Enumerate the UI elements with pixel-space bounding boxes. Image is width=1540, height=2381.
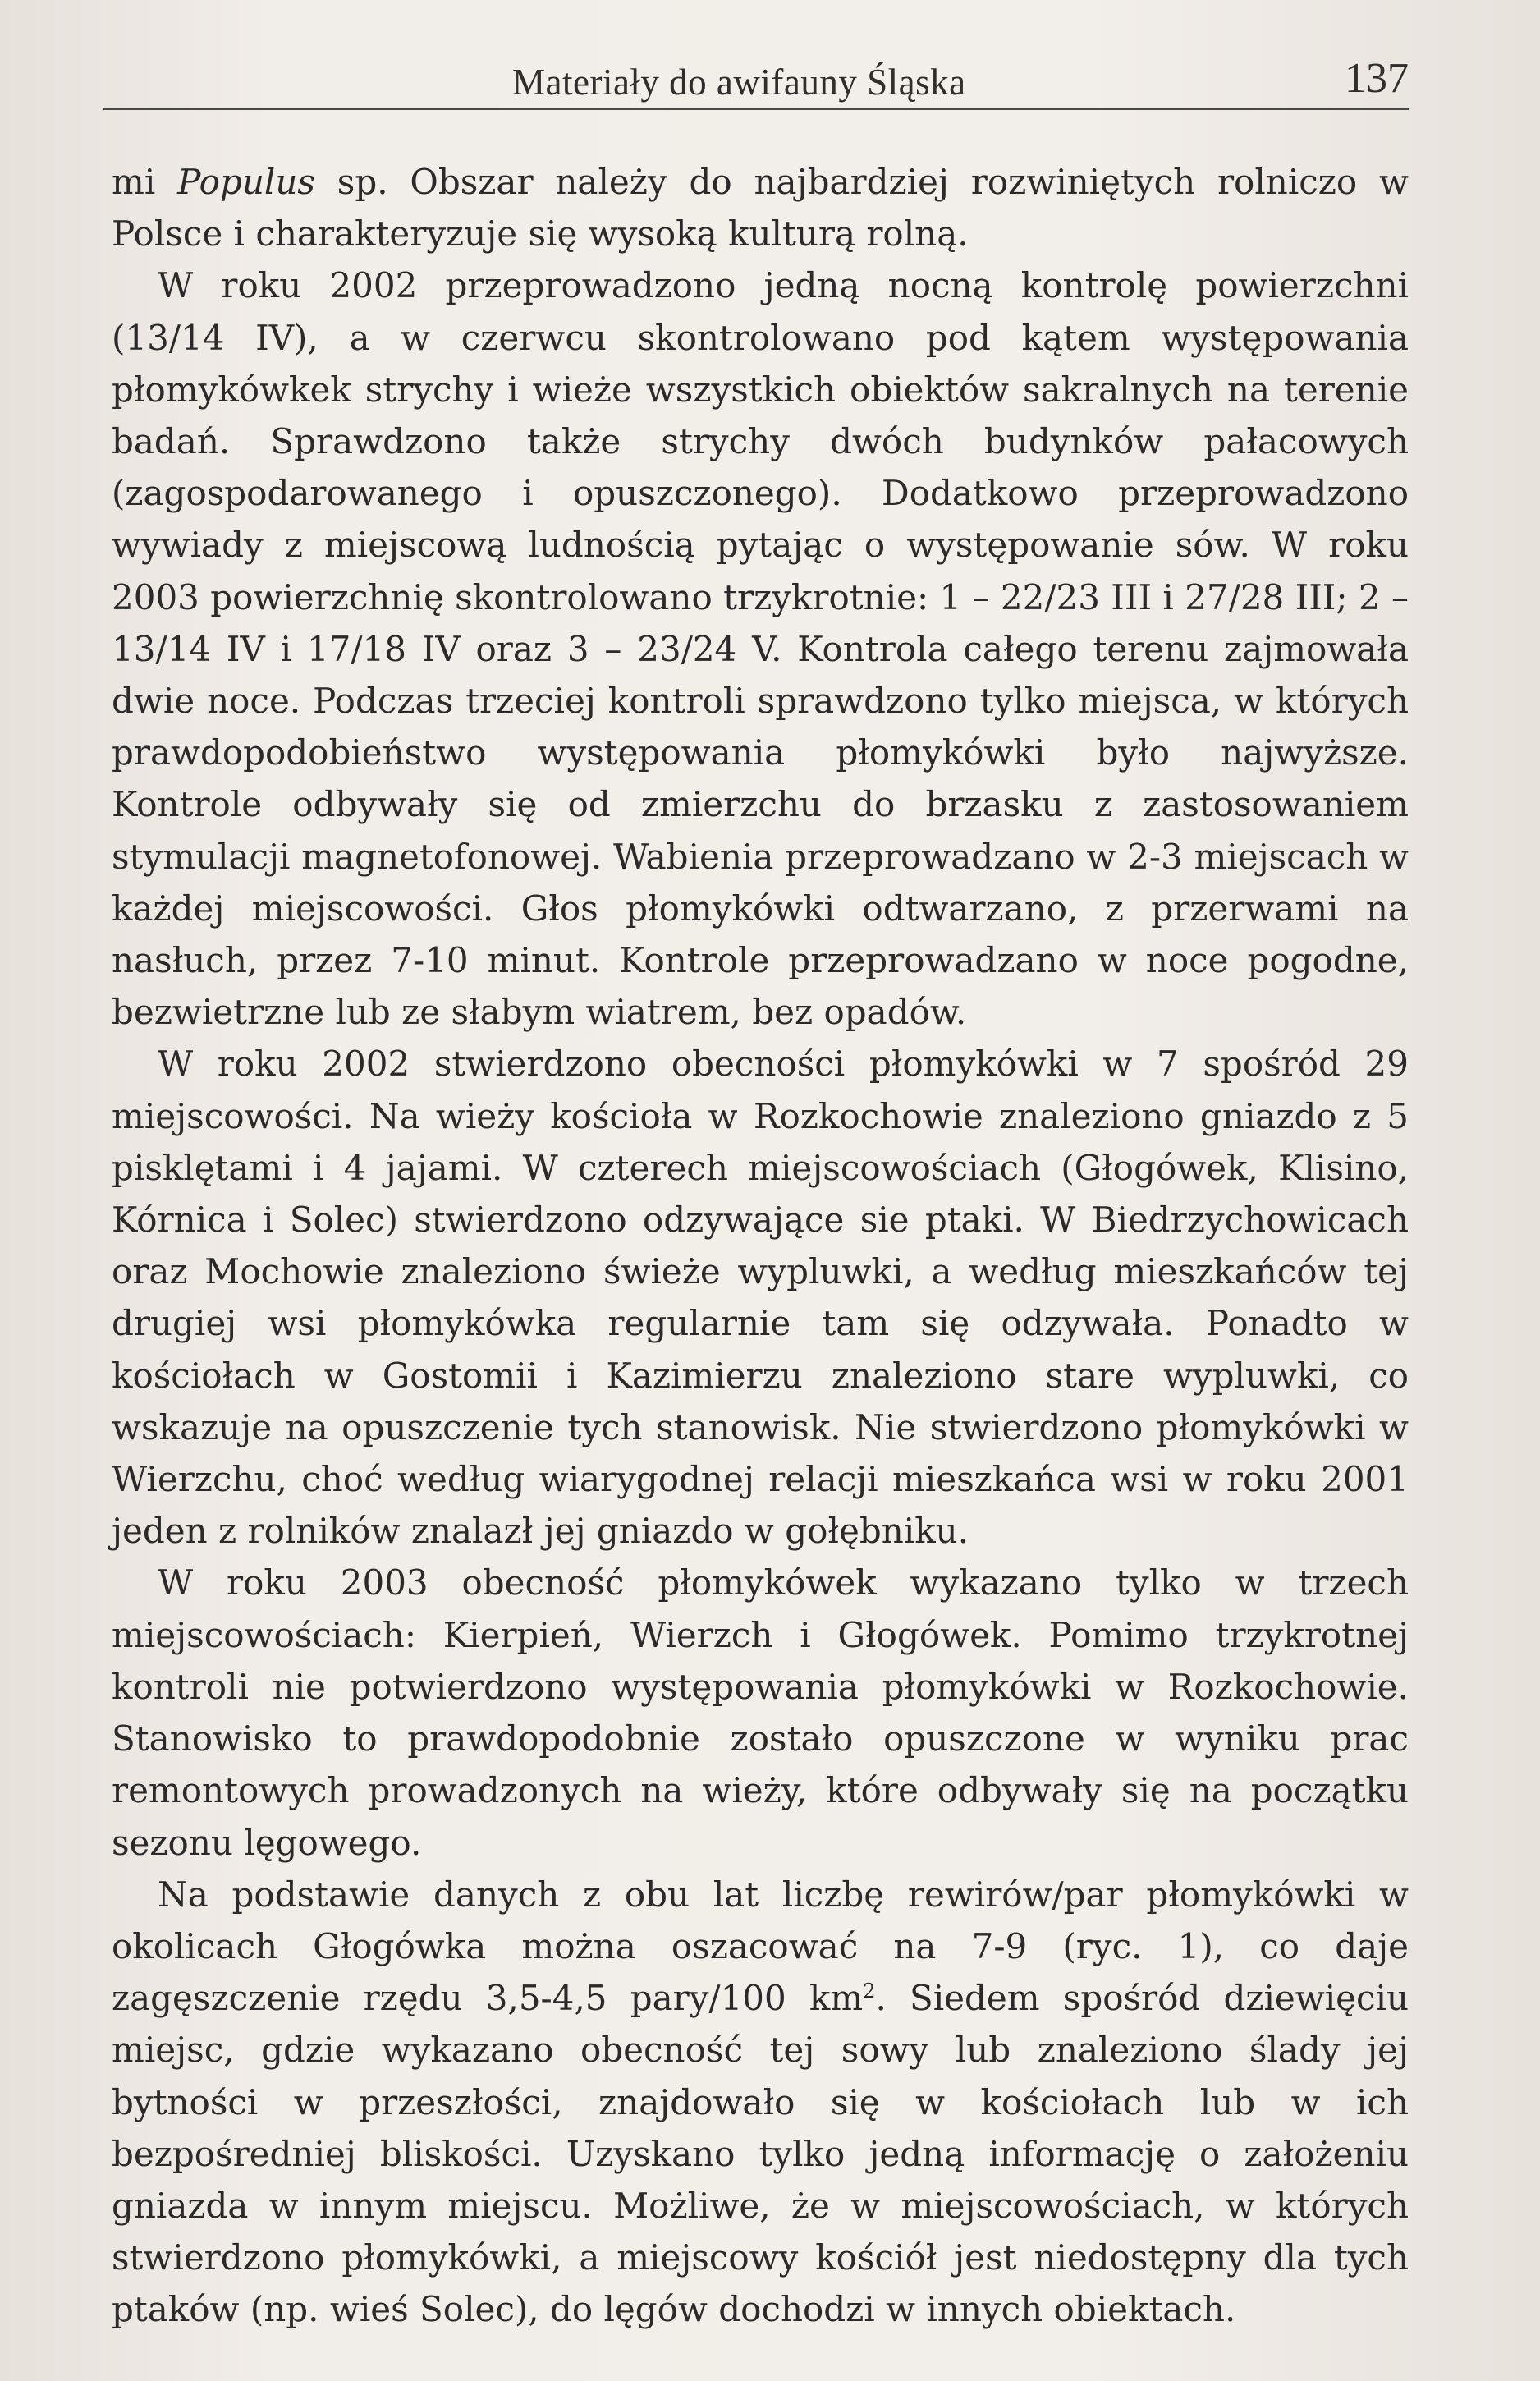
paragraph-5-lead: Na podstawie danych z obu lat liczbę rewirów/par płomykówki w okolicach Głogówka można oszacować na 7-9 (ryc. 1), co daje zagęszczenie rzędu 3,5-4,5 pary/100 km xyxy=(112,1874,1409,2019)
running-header xyxy=(103,49,1409,110)
paragraph-1-italic-genus: Populus xyxy=(177,162,315,202)
paragraph-5-text: . Siedem spośród dziewięciu miejsc, gdzie wykazano obecność tej sowy lub znaleziono ślady jej bytności w przeszłości, znajdowało się w kościołach lub w ich bezpośredniej bliskości. Uzyskano tylko jedną informację o założeniu gniazda w innym miejscu. Możliwe, że w miejscowościach, w których stwierdzono płomykówki, a miejscowy kościół jest niedostępny dla tych ptaków (np. wieś Solec), do lęgów dochodzi w innych obiektach. xyxy=(112,1978,1409,2330)
paragraph-2: W roku 2002 przeprowadzono jedną nocną kontrolę powierzchni (13/14 IV), a w czerwcu skontrolowano pod kątem występowania płomykówkek strychy i wieże wszystkich obiektów sakralnych na terenie badań. Sprawdzono także strychy dwóch budynków pałacowych (zagospodarowanego i opuszczonego). Dodatkowo przeprowadzono wywiady z miejscową ludnością pytając o występowanie sów. W roku 2003 powierzchnię skontrolowano trzykrotnie: 1 – 22/23 III i 27/28 III; 2 – 13/14 IV i 17/18 IV oraz 3 – 23/24 V. Kontrola całego terenu zajmowała dwie noce. Podczas trzeciej kontroli sprawdzono tylko miejsca, w których prawdopodobieństwo występowania płomykówki było najwyższe. Kontrole odbywały się od zmierzchu do brzasku z zastosowaniem stymulacji magnetofonowej. Wabienia przeprowadzano w 2-3 miejscach w każdej miejscowości. Głos płomykówki odtwarzano, z przerwami na nasłuch, przez 7-10 minut. Kontrole przeprowadzano w noce pogodne, bezwietrzne lub ze słabym wiatrem, bez opadów. xyxy=(112,265,1409,1033)
superscript-2: 2 xyxy=(863,1980,876,2003)
paragraph-1-lead: mi xyxy=(112,162,178,202)
paragraph-5 xyxy=(112,1869,1409,2336)
page-number: 137 xyxy=(1345,55,1409,102)
paragraph-1-text: sp. Obszar należy do najbardziej rozwiniętych rolniczo w Polsce i charakteryzuje się wysoką kulturą rolną. xyxy=(112,162,1409,255)
paragraph-4: W roku 2003 obecność płomykówek wykazano tylko w trzech miejscowościach: Kierpień, Wierzch i Głogówek. Pomimo trzykrotnej kontroli nie potwierdzono występowania płomykówki w Rozkochowie. Stanowisko to prawdopodobnie zostało opuszczone w wyniku prac remontowych prowadzonych na wieży, które odbywały się na początku sezonu lęgowego. xyxy=(112,1562,1409,1863)
paragraph-3: W roku 2002 stwierdzono obecności płomykówki w 7 spośród 29 miejscowości. Na wieży kościoła w Rozkochowie znaleziono gniazdo z 5 pisklętami i 4 jajami. W czterech miejscowościach (Głogówek, Klisino, Kórnica i Solec) stwierdzono odzywające sie ptaki. W Biedrzychowicach oraz Mochowie znaleziono świeże wypluwki, a według mieszkańców tej drugiej wsi płomykówka regularnie tam się odzywała. Ponadto w kościołach w Gostomii i Kazimierzu znaleziono stare wypluwki, co wskazuje na opuszczenie tych stanowisk. Nie stwierdzono płomykówki w Wierzchu, choć według wiarygodnej relacji mieszkańca wsi w roku 2001 jeden z rolników znalazł jej gniazdo w gołębniku. xyxy=(112,1044,1409,1552)
paragraph-1 xyxy=(112,156,1409,259)
body-text xyxy=(112,156,1409,2336)
running-title: Materiały do awifauny Śląska xyxy=(512,62,966,103)
